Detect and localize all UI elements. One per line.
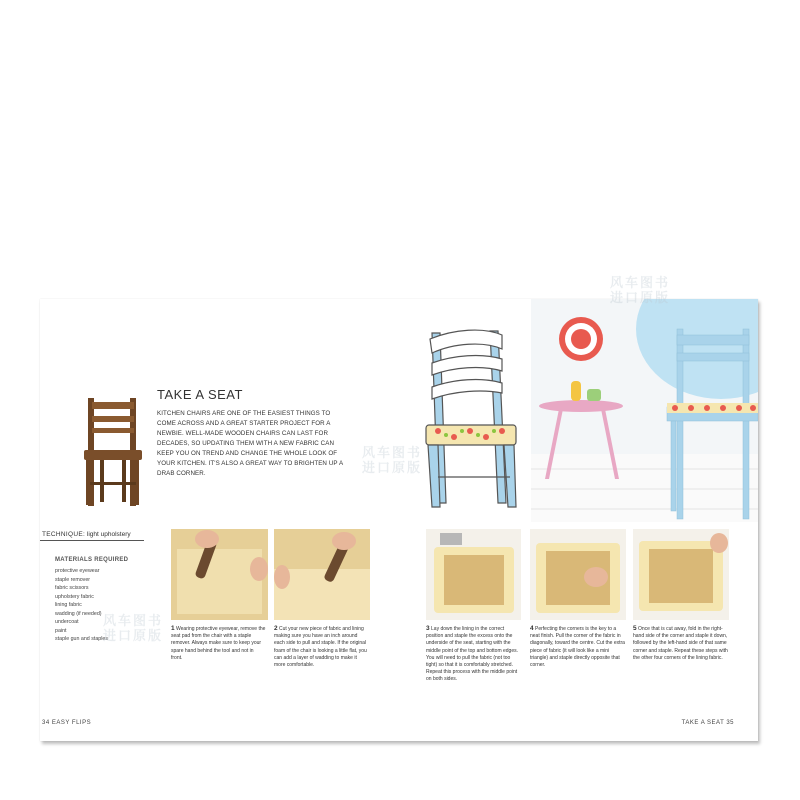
list-item: wadding (if needed) — [55, 610, 102, 617]
materials-list — [55, 567, 108, 644]
step-4-photo — [530, 529, 626, 620]
technique-value: light upholstery — [86, 531, 131, 538]
technique-heading: TECHNIQUE: — [42, 531, 86, 538]
list-item: staple remover — [55, 576, 91, 583]
step-text: Once that is cut away, fold in the right-hand side of the corner and staple it down, followed by the left-hand side of that same corner and staple. Repeat these steps with the other four corners of the lining fabric. — [633, 626, 728, 661]
step-1-photo — [171, 529, 268, 620]
intro-paragraph: KITCHEN CHAIRS ARE ONE OF THE EASIEST THINGS TO COME ACROSS AND A GREAT STARTER PROJECT FOR A NEWBIE. WELL-MADE WOODEN CHAIRS CAN LAST FOR DECADES, SO UPDATING THEM WITH A NEW FABRIC CAN KEEP YOU ON TREND AND CHANGE THE WHOLE LOOK OF YOUR KITCHEN. IT'S ALSO A GREAT WAY TO BRIGHTEN UP A DRAB CORNER. — [157, 410, 343, 477]
list-item: staple gun and staples — [55, 636, 109, 642]
step-number: 1 — [171, 625, 175, 632]
step-5-photo — [633, 529, 729, 620]
footer-left: 34 EASY FLIPS — [42, 720, 92, 726]
book-spread — [40, 299, 758, 741]
watermark-line1: 风车图书 — [610, 275, 671, 290]
step-number: 2 — [274, 625, 278, 632]
watermark-line1: 风车图书 — [103, 613, 164, 628]
watermark-line1: 风车图书 — [362, 445, 423, 460]
watermark — [103, 613, 163, 643]
step-text: Lay down the lining in the correct position and staple the excess onto the underside of the seat, starting with the middle point of the top and bottom edges. You will need to pull the fabric (not too tight) so that it is comfortably stretched. Repeat this process with the middle point on both sides. — [426, 626, 519, 683]
materials-heading: MATERIALS REQUIRED — [55, 557, 129, 563]
step-2-photo — [274, 529, 370, 620]
list-item: fabric scissors — [55, 585, 89, 591]
list-item: paint — [55, 627, 67, 634]
list-item: undercoat — [55, 619, 79, 625]
step-text: Perfecting the corners is the key to a neat finish. Pull the corner of the fabric in diagonally, toward the centre. Cut the extra piece of fabric (it will look like a mini triangle) and staple directly opposite that corner. — [530, 626, 625, 669]
list-item: upholstery fabric — [55, 593, 94, 600]
chair-illustration — [424, 327, 524, 511]
room-photo — [531, 299, 758, 522]
list-item: protective eyewear — [55, 568, 100, 574]
page-title: TAKE A SEAT — [157, 387, 243, 402]
step-5-caption — [633, 625, 728, 662]
watermark-line2: 进口原版 — [610, 290, 671, 305]
technique-label — [40, 531, 144, 541]
step-2-caption — [274, 625, 369, 669]
footer-right: TAKE A SEAT 35 — [681, 720, 734, 726]
step-text: Cut your new piece of fabric and lining making sure you have an inch around each side to pull and staple. If the original foam of the chair is looking a little flat, you can add a layer of wadding to make it more comfortable. — [274, 626, 367, 669]
watermark-line2: 进口原版 — [362, 460, 423, 475]
step-number: 3 — [426, 625, 430, 632]
step-number: 4 — [530, 625, 534, 632]
step-1-caption — [171, 625, 266, 662]
watermark — [362, 445, 422, 475]
step-number: 5 — [633, 625, 637, 632]
step-text: Wearing protective eyewear, remove the seat pad from the chair with a staple remover. Always make sure to keep your spare hand behind the tool and not in front. — [171, 626, 266, 661]
list-item: lining fabric — [55, 602, 82, 608]
step-4-caption — [530, 625, 625, 669]
wooden-chair-photo — [82, 394, 144, 509]
step-3-caption — [426, 625, 521, 684]
step-3-photo — [426, 529, 521, 620]
watermark — [610, 275, 670, 305]
watermark-line2: 进口原版 — [103, 628, 164, 643]
